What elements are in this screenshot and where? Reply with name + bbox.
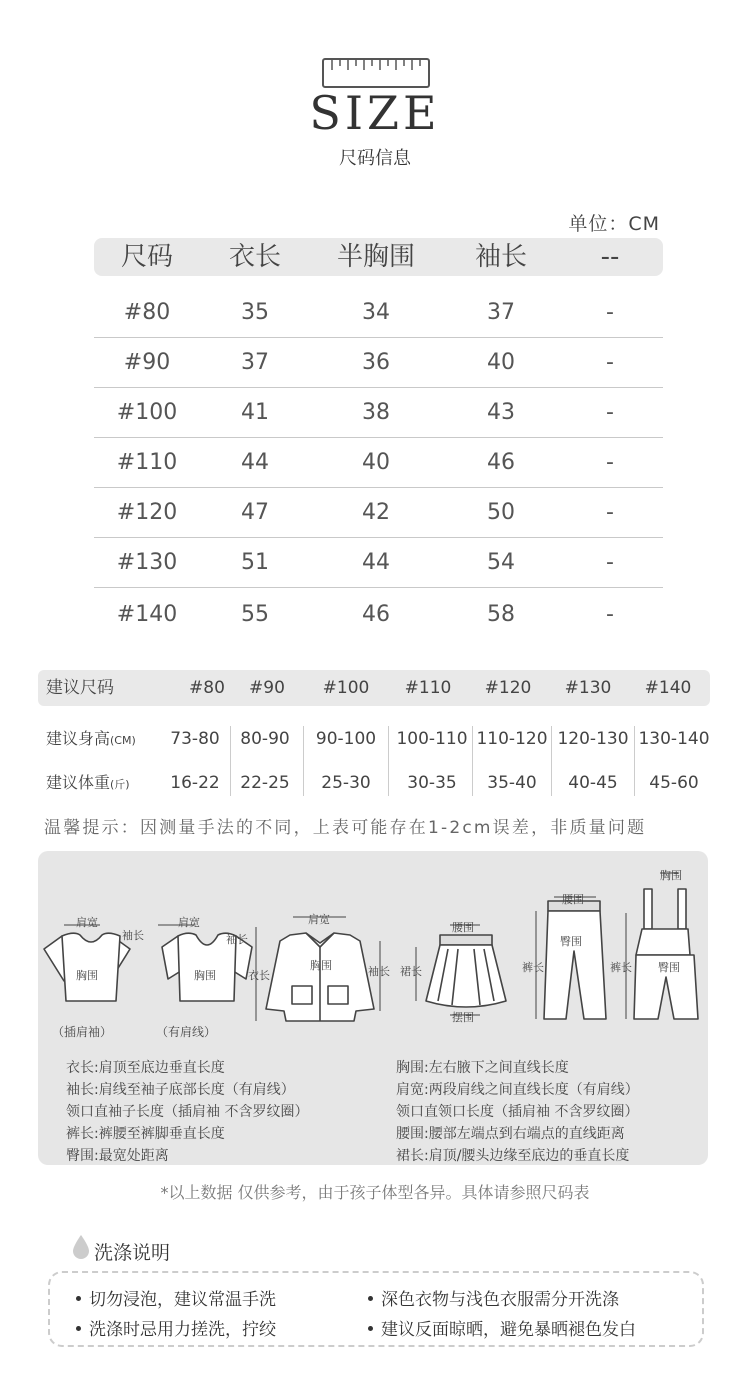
divider [472,726,473,796]
table-row [94,488,663,538]
table-cell: 58 [487,602,515,627]
divider [388,726,389,796]
label-pants-length: 裤长 [610,961,632,974]
page-title: SIZE [309,86,441,140]
table-row [94,538,663,588]
table-row [94,338,663,388]
size-table-header [94,238,663,276]
recommend-size: #140 [644,678,692,698]
header-cell: 尺码 [120,242,173,272]
recommend-size: #90 [249,678,285,698]
label-hip: 臀围 [560,935,582,948]
label-shoulder: 肩宽 [178,916,200,929]
label-waist: 腰围 [562,893,584,906]
table-cell: 54 [487,550,515,575]
weight-value: 16-22 [170,773,220,793]
table-row [94,438,663,488]
table-cell: 55 [241,602,269,627]
table-cell: - [606,350,614,375]
table-cell: #80 [123,300,171,325]
label-sleeve: 袖长 [226,933,248,946]
height-row [38,719,710,759]
note-right: 腰围:腰部左端点到右端点的直线距离 [396,1126,625,1142]
table-cell: 43 [487,400,515,425]
recommend-header [38,670,710,706]
recommend-size: #80 [189,678,225,698]
divider [230,726,231,796]
note-left: 袖长:肩线至袖子底部长度（有肩线） [66,1082,295,1098]
table-cell: 51 [241,550,269,575]
bullet-icon [368,1296,373,1301]
table-cell: 34 [362,300,390,325]
weight-value: 45-60 [649,773,699,793]
table-cell: #90 [123,350,171,375]
label-chest: 胸围 [194,969,216,982]
table-cell: 36 [362,350,390,375]
divider [303,726,304,796]
height-value: 120-130 [557,729,629,749]
table-row [94,388,663,438]
note-right: 胸围:左右腋下之间直线长度 [396,1060,569,1076]
tip-text: 温馨提示：因测量手法的不同，上表可能存在1-2cm误差，非质量问题 [44,818,647,838]
weight-value: 25-30 [321,773,371,793]
table-row [94,288,663,338]
table-cell: - [606,400,614,425]
garment-diagram [38,851,708,1041]
table-cell: #110 [116,450,178,475]
height-value: 80-90 [240,729,290,749]
ruler-icon [322,58,430,88]
water-drop-icon [71,1234,91,1260]
label-sleeve: 袖长 [122,929,144,942]
measurement-panel [38,851,708,1165]
table-cell: 37 [487,300,515,325]
table-cell: - [606,500,614,525]
header-cell: -- [600,242,620,272]
bullet-icon [76,1326,81,1331]
note-right: 肩宽:两段肩线之间直线长度（有肩线） [396,1082,639,1098]
table-row [94,590,663,640]
table-cell: 44 [241,450,269,475]
note-left: 裤长:裤腰至裤脚垂直长度 [66,1126,225,1142]
disclaimer-text: *以上数据 仅供参考，由于孩子体型各异。具体请参照尺码表 [160,1183,590,1202]
height-value: 73-80 [170,729,220,749]
label-pants-length: 裤长 [522,961,544,974]
wash-item: 建议反面晾晒，避免暴晒褪色发白 [368,1315,636,1340]
table-cell: - [606,550,614,575]
height-value: 90-100 [315,729,377,749]
table-cell: 42 [362,500,390,525]
recommend-size: #120 [484,678,532,698]
wash-title: 洗涤说明 [94,1242,171,1264]
caption-raglan: （插肩袖） [52,1025,113,1039]
caption-shoulder: （有肩线） [156,1025,217,1039]
weight-value: 22-25 [240,773,290,793]
table-cell: 47 [241,500,269,525]
table-cell: 50 [487,500,515,525]
wash-item: 切勿浸泡，建议常温手洗 [76,1285,276,1310]
note-left: 领口直袖子长度（插肩袖 不含罗纹圈） [66,1104,309,1120]
note-right: 裙长:肩顶/腰头边缘至底边的垂直长度 [396,1148,630,1164]
label-length: 衣长 [248,969,270,982]
label-shoulder: 肩宽 [308,913,330,926]
label-chest: 胸围 [310,959,332,972]
label-hip: 臀围 [658,961,680,974]
table-cell: 37 [241,350,269,375]
unit-label: 单位：CM [568,213,660,235]
label-waist: 腰围 [452,921,474,934]
table-cell: 40 [362,450,390,475]
label-hem: 摆围 [452,1011,474,1024]
page-subtitle: 尺码信息 [339,148,411,169]
divider [551,726,552,796]
table-cell: 40 [487,350,515,375]
table-cell: - [606,300,614,325]
height-label: 建议身高(CM) [46,729,136,748]
height-value: 100-110 [396,729,468,749]
weight-value: 35-40 [487,773,537,793]
bullet-icon [76,1296,81,1301]
weight-value: 40-45 [568,773,618,793]
recommend-label: 建议尺码 [46,678,114,698]
recommend-size: #100 [322,678,370,698]
recommend-size: #110 [404,678,452,698]
label-skirt-length: 裙长 [400,965,422,978]
wash-box [48,1271,704,1347]
note-left: 臀围:最宽处距离 [66,1148,169,1164]
divider [634,726,635,796]
header-cell: 袖长 [474,242,527,272]
table-cell: - [606,450,614,475]
weight-value: 30-35 [407,773,457,793]
table-cell: - [606,602,614,627]
table-cell: #120 [116,500,178,525]
table-cell: 38 [362,400,390,425]
wash-item: 深色衣物与浅色衣服需分开洗涤 [368,1285,619,1310]
weight-label: 建议体重(斤) [46,773,130,792]
weight-row [38,763,710,803]
header-cell: 半胸围 [336,242,415,272]
bullet-icon [368,1326,373,1331]
label-chest: 胸围 [660,869,682,882]
header-cell: 衣长 [228,242,281,272]
label-chest: 胸围 [76,969,98,982]
height-value: 110-120 [476,729,548,749]
label-sleeve: 袖长 [368,965,390,978]
recommend-size: #130 [564,678,612,698]
table-cell: #100 [116,400,178,425]
table-cell: 46 [487,450,515,475]
label-shoulder: 肩宽 [76,916,98,929]
wash-item: 洗涤时忌用力搓洗，拧绞 [76,1315,276,1340]
table-cell: #130 [116,550,178,575]
height-value: 130-140 [638,729,710,749]
note-right: 领口直领口长度（插肩袖 不含罗纹圈） [396,1104,639,1120]
table-cell: 46 [362,602,390,627]
table-cell: 35 [241,300,269,325]
table-cell: 41 [241,400,269,425]
note-left: 衣长:肩顶至底边垂直长度 [66,1060,225,1076]
table-cell: #140 [116,602,178,627]
table-cell: 44 [362,550,390,575]
